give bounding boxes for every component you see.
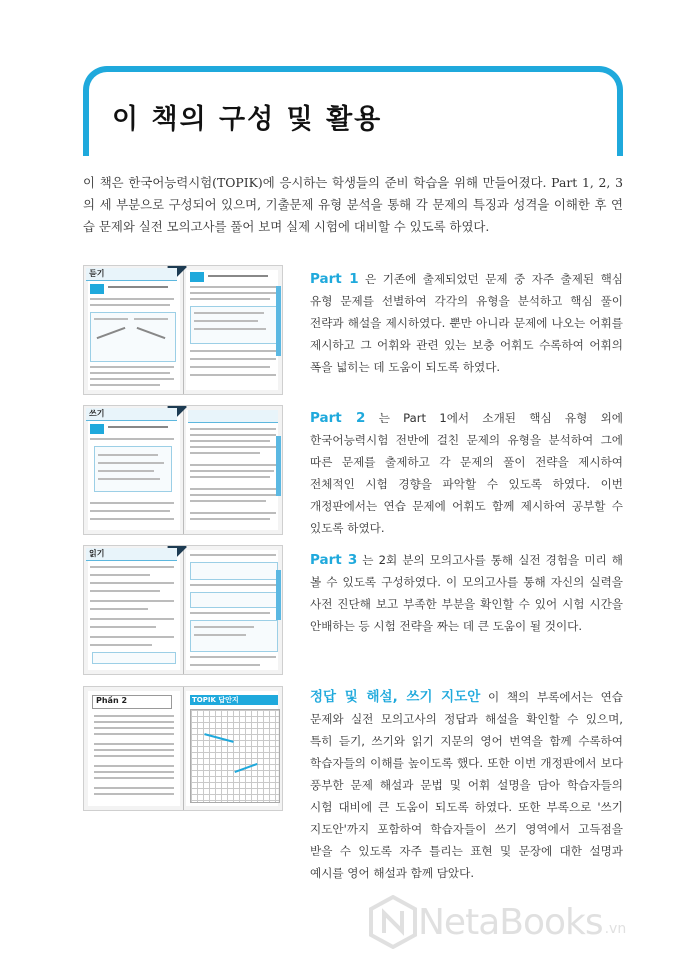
- netabooks-logo-icon: [368, 895, 418, 949]
- thumbnail-appendix: [83, 686, 283, 811]
- intro-paragraph: 이 책은 한국어능력시험(TOPIK)에 응시하는 학생들의 준비 학습을 위해 만들어졌다. Part 1, 2, 3의 세 부분으로 구성되어 있으며, 기출문제 유형 분석을 통해 각 문제의 특징과 성격을 이해한 후 연습 문제와 실전 모의고사를 풀어 보며 실제 시험에 대비할 수 있도록 하였다.: [83, 175, 623, 234]
- thumbnail-part-2: [83, 405, 283, 535]
- thumbnail-part-3: [83, 545, 283, 675]
- part-1-label: Part 1: [310, 271, 359, 287]
- appendix-text: 이 책의 부록에서는 연습 문제와 실전 모의고사의 정답과 해설을 확인할 수 있으며, 특히 듣기, 쓰기와 읽기 지문의 영어 번역을 함께 수록하여 학습자들의 이해를 높이도록 했다. 또한 이번 개정판에서 보다 풍부한 문제 해설과 문법 및 어휘 설명을 담아 학습자들의 시험 대비에 큰 도움이 되도록 하였다. 또한 부록으로 '쓰기 지도안'까지 포함하여 학습자들이 쓰기 영역에서 고득점을 받을 수 있도록 자주 틀리는 표현 및 문장에 대한 설명과 예시를 영어 해설과 함께 담았다.: [310, 690, 623, 880]
- description-part-2: [310, 407, 623, 539]
- thumb-title-right: TOPIK 답안지: [192, 696, 239, 704]
- section-part-3: [83, 545, 623, 675]
- watermark-brand: NetaBooks: [418, 901, 603, 943]
- section-part-1: [83, 265, 623, 395]
- page-title: 이 책의 구성 및 활용: [112, 104, 383, 135]
- thumb-title-left: Phần 2: [96, 696, 128, 705]
- part-1-text: 은 기존에 출제되었던 문제 중 자주 출제된 핵심 유형 문제를 선별하여 각각의 유형을 분석하고 핵심 풀이 전략과 해설을 제시하였다. 뿐만 아니라 문제에 나오는 어휘를 제시하고 그 어휘와 관련 있는 보충 어휘도 수록하여 어휘의 폭을 넓히는 데 도움이 되도록 하였다.: [310, 272, 623, 374]
- part-2-text: 는 Part 1에서 소개된 핵심 유형 외에 한국어능력시험 전반에 걸친 문제의 유형을 분석하여 그에 따른 문제를 출제하고 각 문제의 풀이 전략을 제시하여 전체적인 시험 경향을 파악할 수 있도록 하였다. 이번 개정판에서는 연습 문제에 어휘도 함께 제시하여 공부할 수 있도록 하였다.: [310, 411, 623, 535]
- thumb-title: 쓰기: [86, 408, 177, 421]
- watermark-suffix: .vn: [604, 921, 627, 937]
- description-part-3: [310, 549, 623, 637]
- watermark: [368, 893, 658, 951]
- thumbnail-part-1: [83, 265, 283, 395]
- description-appendix: [310, 686, 623, 884]
- section-appendix: [83, 686, 623, 880]
- part-3-text: 는 2회 분의 모의고사를 통해 실전 경험을 미리 해 볼 수 있도록 구성하였다. 이 모의고사를 통해 자신의 실력을 사전 진단해 보고 부족한 부분을 확인할 수 있어 시험 시간을 안배하는 등 시험 전략을 짜는 데 큰 도움이 될 것이다.: [310, 553, 623, 633]
- appendix-label: 정답 및 해설, 쓰기 지도안: [310, 689, 481, 705]
- thumb-title: 듣기: [86, 268, 177, 281]
- description-part-1: [310, 268, 623, 378]
- part-2-label: Part 2: [310, 410, 366, 426]
- part-3-label: Part 3: [310, 552, 358, 568]
- thumb-title: 읽기: [86, 548, 177, 561]
- section-part-2: [83, 405, 623, 535]
